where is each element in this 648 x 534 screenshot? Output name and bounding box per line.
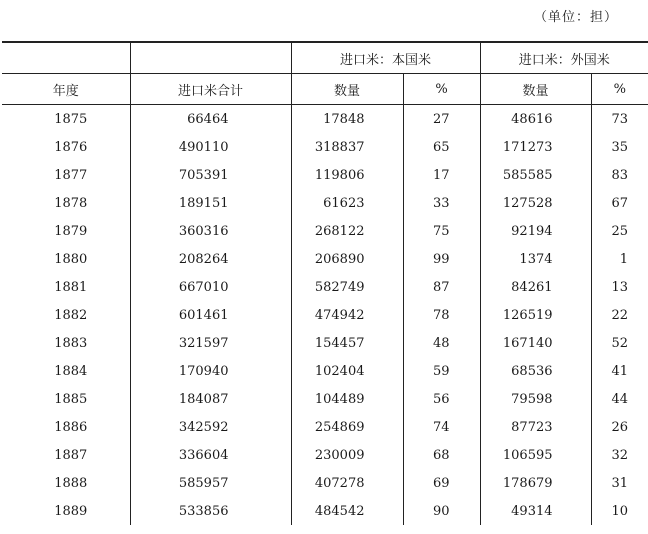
table-body bbox=[2, 105, 648, 526]
cell-pct-domestic: 90 bbox=[403, 497, 480, 525]
table-row bbox=[2, 441, 648, 469]
cell-pct-foreign: 83 bbox=[591, 161, 648, 189]
cell-pct-foreign: 41 bbox=[591, 357, 648, 385]
header-blank-year bbox=[2, 42, 130, 74]
cell-year: 1889 bbox=[54, 503, 88, 519]
table-row bbox=[2, 413, 648, 441]
cell-year: 1888 bbox=[54, 475, 88, 491]
cell-pct-domestic: 17 bbox=[403, 161, 480, 189]
cell-qty-domestic: 154457 bbox=[291, 329, 403, 357]
cell-qty-foreign: 127528 bbox=[480, 189, 591, 217]
cell-pct-foreign: 31 bbox=[591, 469, 648, 497]
cell-qty-domestic: 230009 bbox=[291, 441, 403, 469]
cell-qty-domestic: 582749 bbox=[291, 273, 403, 301]
cell-pct-domestic: 75 bbox=[403, 217, 480, 245]
cell-pct-foreign: 22 bbox=[591, 301, 648, 329]
table-row bbox=[2, 497, 648, 525]
cell-pct-foreign: 13 bbox=[591, 273, 648, 301]
cell-pct-domestic: 68 bbox=[403, 441, 480, 469]
cell-qty-domestic: 104489 bbox=[291, 385, 403, 413]
cell-pct-domestic: 48 bbox=[403, 329, 480, 357]
header-pct-domestic: % bbox=[403, 74, 480, 105]
cell-year: 1881 bbox=[54, 279, 88, 295]
cell-pct-domestic: 27 bbox=[403, 105, 480, 134]
cell-total: 184087 bbox=[130, 385, 291, 413]
cell-qty-foreign: 68536 bbox=[480, 357, 591, 385]
table-row bbox=[2, 189, 648, 217]
table-row bbox=[2, 329, 648, 357]
cell-qty-domestic: 119806 bbox=[291, 161, 403, 189]
cell-year: 1876 bbox=[54, 139, 88, 155]
cell-qty-domestic: 474942 bbox=[291, 301, 403, 329]
cell-total: 342592 bbox=[130, 413, 291, 441]
table-row bbox=[2, 357, 648, 385]
table-row bbox=[2, 301, 648, 329]
cell-qty-foreign: 585585 bbox=[480, 161, 591, 189]
cell-qty-domestic: 61623 bbox=[291, 189, 403, 217]
cell-qty-foreign: 106595 bbox=[480, 441, 591, 469]
cell-pct-domestic: 78 bbox=[403, 301, 480, 329]
header-group-domestic: 进口米：本国米 bbox=[291, 42, 480, 74]
cell-total: 66464 bbox=[130, 105, 291, 134]
cell-qty-foreign: 92194 bbox=[480, 217, 591, 245]
cell-qty-foreign: 48616 bbox=[480, 105, 591, 134]
cell-year: 1885 bbox=[54, 391, 88, 407]
cell-total: 189151 bbox=[130, 189, 291, 217]
cell-year: 1880 bbox=[54, 251, 88, 267]
cell-pct-domestic: 59 bbox=[403, 357, 480, 385]
header-year: 年度 bbox=[2, 74, 130, 105]
table-row bbox=[2, 273, 648, 301]
cell-pct-foreign: 44 bbox=[591, 385, 648, 413]
cell-total: 360316 bbox=[130, 217, 291, 245]
cell-total: 321597 bbox=[130, 329, 291, 357]
cell-qty-foreign: 87723 bbox=[480, 413, 591, 441]
cell-total: 490110 bbox=[130, 133, 291, 161]
cell-qty-foreign: 167140 bbox=[480, 329, 591, 357]
cell-pct-domestic: 65 bbox=[403, 133, 480, 161]
table-row bbox=[2, 245, 648, 273]
cell-pct-foreign: 73 bbox=[591, 105, 648, 134]
cell-year: 1887 bbox=[54, 447, 88, 463]
cell-pct-domestic: 87 bbox=[403, 273, 480, 301]
cell-pct-domestic: 69 bbox=[403, 469, 480, 497]
cell-pct-foreign: 26 bbox=[591, 413, 648, 441]
cell-pct-foreign: 1 bbox=[591, 245, 648, 273]
cell-total: 533856 bbox=[130, 497, 291, 525]
unit-note: （单位：担） bbox=[533, 10, 618, 25]
cell-pct-foreign: 35 bbox=[591, 133, 648, 161]
cell-year: 1878 bbox=[54, 195, 88, 211]
header-total: 进口米合计 bbox=[130, 74, 291, 105]
cell-year: 1884 bbox=[54, 363, 88, 379]
cell-pct-foreign: 52 bbox=[591, 329, 648, 357]
table-row bbox=[2, 105, 648, 134]
cell-pct-domestic: 33 bbox=[403, 189, 480, 217]
cell-total: 208264 bbox=[130, 245, 291, 273]
cell-pct-foreign: 25 bbox=[591, 217, 648, 245]
table-row bbox=[2, 469, 648, 497]
cell-pct-foreign: 10 bbox=[591, 497, 648, 525]
cell-qty-foreign: 171273 bbox=[480, 133, 591, 161]
cell-qty-foreign: 79598 bbox=[480, 385, 591, 413]
cell-qty-foreign: 126519 bbox=[480, 301, 591, 329]
cell-qty-domestic: 318837 bbox=[291, 133, 403, 161]
cell-pct-domestic: 56 bbox=[403, 385, 480, 413]
cell-total: 667010 bbox=[130, 273, 291, 301]
header-pct-foreign: % bbox=[591, 74, 648, 105]
header-group-foreign: 进口米：外国米 bbox=[480, 42, 648, 74]
cell-total: 336604 bbox=[130, 441, 291, 469]
cell-pct-foreign: 32 bbox=[591, 441, 648, 469]
cell-year: 1882 bbox=[54, 307, 88, 323]
cell-pct-foreign: 67 bbox=[591, 189, 648, 217]
cell-year: 1883 bbox=[54, 335, 88, 351]
header-blank-total bbox=[130, 42, 291, 74]
cell-year: 1879 bbox=[54, 223, 88, 239]
cell-qty-domestic: 268122 bbox=[291, 217, 403, 245]
cell-qty-domestic: 206890 bbox=[291, 245, 403, 273]
cell-total: 601461 bbox=[130, 301, 291, 329]
table-row bbox=[2, 161, 648, 189]
cell-total: 585957 bbox=[130, 469, 291, 497]
table-row bbox=[2, 133, 648, 161]
header-qty-domestic: 数量 bbox=[291, 74, 403, 105]
table-row bbox=[2, 385, 648, 413]
cell-total: 170940 bbox=[130, 357, 291, 385]
cell-qty-domestic: 254869 bbox=[291, 413, 403, 441]
cell-qty-domestic: 102404 bbox=[291, 357, 403, 385]
header-group-row bbox=[2, 42, 648, 74]
cell-qty-foreign: 178679 bbox=[480, 469, 591, 497]
cell-qty-foreign: 49314 bbox=[480, 497, 591, 525]
cell-pct-domestic: 99 bbox=[403, 245, 480, 273]
header-column-row bbox=[2, 74, 648, 105]
cell-total: 705391 bbox=[130, 161, 291, 189]
cell-year: 1886 bbox=[54, 419, 88, 435]
cell-qty-domestic: 17848 bbox=[291, 105, 403, 134]
cell-pct-domestic: 74 bbox=[403, 413, 480, 441]
cell-qty-foreign: 1374 bbox=[480, 245, 591, 273]
rice-import-table bbox=[2, 41, 648, 525]
cell-year: 1875 bbox=[54, 111, 88, 127]
cell-qty-domestic: 407278 bbox=[291, 469, 403, 497]
cell-qty-domestic: 484542 bbox=[291, 497, 403, 525]
cell-year: 1877 bbox=[54, 167, 88, 183]
header-qty-foreign: 数量 bbox=[480, 74, 591, 105]
table-row bbox=[2, 217, 648, 245]
cell-qty-foreign: 84261 bbox=[480, 273, 591, 301]
